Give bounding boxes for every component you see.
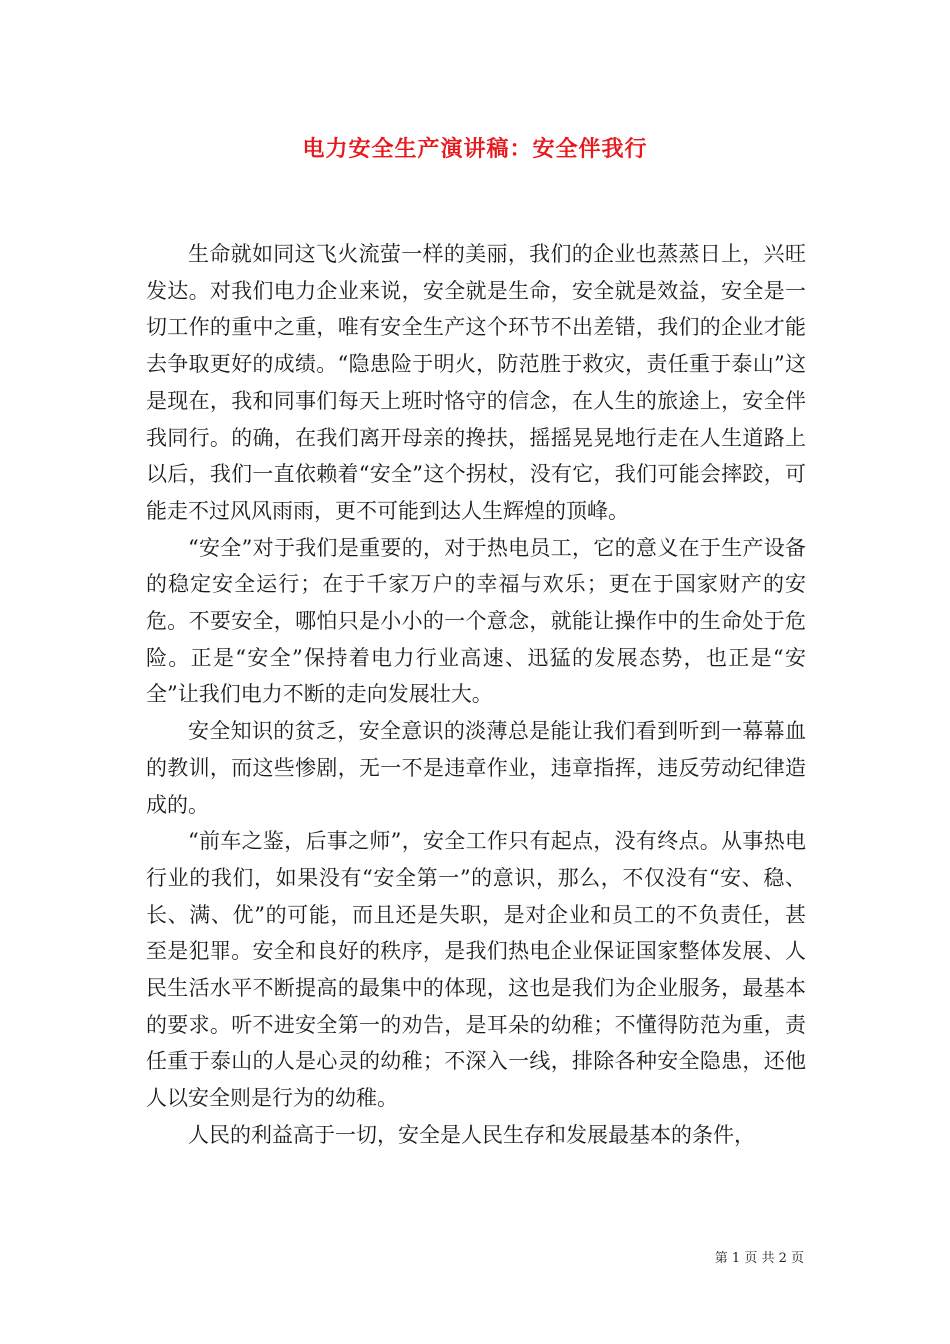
paragraph-1: 生命就如同这飞火流萤一样的美丽，我们的企业也蒸蒸日上，兴旺发达。对我们电力企业来说，安全就是生命，安全就是效益，安全是一切工作的重中之重，唯有安全生产这个环节不出差错，我们的企业才能去争取更好的成绩。“隐患险于明火，防范胜于救灾，责任重于泰山”这是现在，我和同事们每天上班时恪守的信念，在人生的旅途上，安全伴我同行。的确，在我们离开母亲的搀扶，摇摇晃晃地行走在人生道路上以后，我们一直依赖着“安全”这个拐杖，没有它，我们可能会摔跤，可能走不过风风雨雨，更不可能到达人生辉煌的顶峰。 xyxy=(146,242,806,523)
paragraph-5: 人民的利益高于一切，安全是人民生存和发展最基本的条件， xyxy=(188,1122,755,1147)
document-title: 电力安全生产演讲稿：安全伴我行 xyxy=(302,137,648,162)
paragraph-2: “安全”对于我们是重要的，对于热电员工，它的意义在于生产设备的稳定安全运行；在于千家万户的幸福与欢乐；更在于国家财产的安危。不要安全，哪怕只是小小的一个意念，就能让操作中的生命处于危险。正是“安全”保持着电力行业高速、迅猛的发展态势，也正是“安全”让我们电力不断的走向发展壮大。 xyxy=(146,535,806,707)
page-number: 第 1 页 共 2 页 xyxy=(714,1251,804,1266)
paragraph-3: 安全知识的贫乏，安全意识的淡薄总是能让我们看到听到一幕幕血的教训，而这些惨剧，无一不是违章作业，违章指挥，违反劳动纪律造成的。 xyxy=(146,719,806,817)
paragraph-4: “前车之鉴，后事之师”，安全工作只有起点，没有终点。从事热电行业的我们，如果没有“安全第一”的意识，那么，不仅没有“安、稳、长、满、优”的可能，而且还是失职，是对企业和员工的不负责任，甚至是犯罪。安全和良好的秩序，是我们热电企业保证国家整体发展、人民生活水平不断提高的最集中的体现，这也是我们为企业服务，最基本的要求。听不进安全第一的劝告，是耳朵的幼稚；不懂得防范为重，责任重于泰山的人是心灵的幼稚；不深入一线，排除各种安全隐患，还他人以安全则是行为的幼稚。 xyxy=(146,829,806,1111)
document-body xyxy=(146,236,806,1154)
